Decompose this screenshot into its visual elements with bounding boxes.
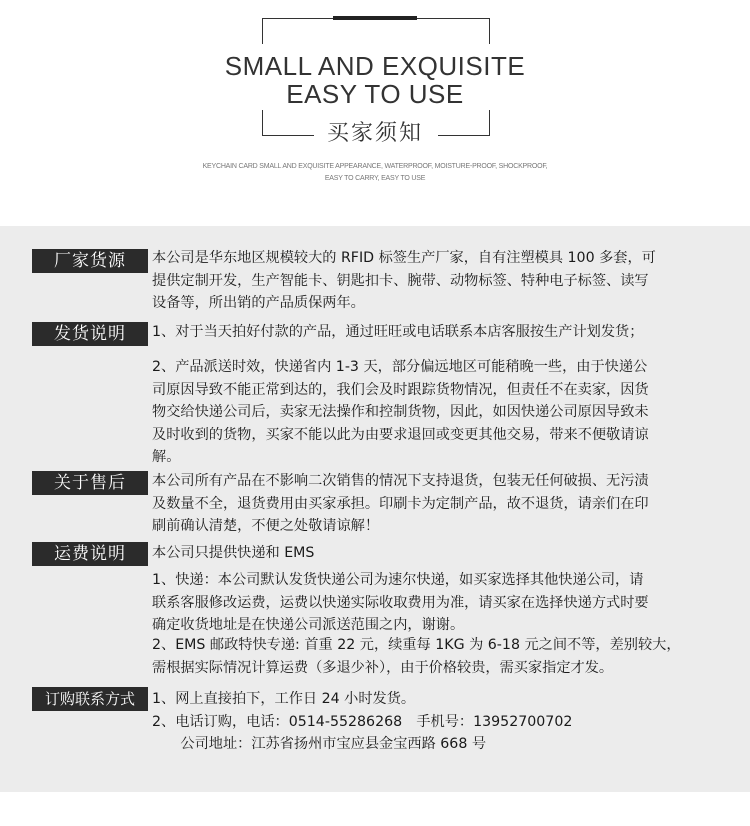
text-line: 1、对于当天拍好付款的产品，通过旺旺或电话联系本店客服按生产计划发货； (152, 324, 644, 340)
text-line: 物交给快递公司后，卖家无法操作和控制货物，因此，如因快递公司原因导致未 (152, 404, 649, 420)
title-english-line1: SMALL AND EXQUISITE (224, 51, 526, 81)
text-line: 1、网上直接拍下，工作日 24 小时发货。 (152, 691, 416, 707)
after-sales-text (152, 470, 718, 538)
frame-top-bar (333, 16, 417, 20)
shipping-fee-ems (152, 634, 718, 679)
text-line: 2、产品派送时效，快递省内 1-3 天，部分偏远地区可能稍晚一些，由于快递公 (152, 359, 648, 375)
text-line: 及时收到的货物，买家不能以此为由要求退回或变更其他交易，带来不便敬请谅 (152, 426, 649, 443)
text-line: 提供定制开发，生产智能卡、钥匙扣卡、腕带、动物标签、特种电子标签、读写 (152, 272, 649, 289)
label-manufacturer-source: 厂家货源 (32, 249, 148, 273)
label-order-contact: 订购联系方式 (32, 687, 148, 711)
title-chinese: 买家须知 (326, 121, 423, 146)
text-line: 联系客服修改运费，运费以快递实际收取费用为准，请买家在选择快递方式时要 (152, 594, 649, 611)
title-english-line2: EASY TO USE (286, 79, 464, 109)
text-line: 解。 (152, 449, 181, 465)
label-after-sales: 关于售后 (32, 471, 148, 495)
text-line: 1、快递：本公司默认发货快递公司为速尔快递，如买家选择其他快递公司，请 (152, 572, 644, 588)
text-line: 设备等，所出销的产品质保两年。 (152, 295, 365, 311)
text-line: 司原因导致不能正常到达的，我们会及时跟踪货物情况，但责任不在卖家，因货 (152, 381, 649, 398)
label-shipping-fee: 运费说明 (32, 542, 148, 566)
text-line: 及数量不全，退货费用由买家承担。印刷卡为定制产品，故不退货，请亲们在印 (152, 495, 649, 512)
text-line: 2、电话订购，电话：0514-55286268 手机号：13952700702 (152, 713, 573, 730)
notice-content (0, 226, 750, 792)
text-line: 本公司是华东地区规模较大的 RFID 标签生产厂家，自有注塑模具 100 多套，可 (152, 250, 656, 266)
shipping-fee-express (152, 569, 718, 637)
text-line: 本公司所有产品在不影响二次销售的情况下支持退货，包装无任何破损、无污渍 (152, 473, 649, 489)
frame-right-line (489, 18, 490, 44)
shipping-fee-intro (152, 542, 718, 565)
text-line: 公司地址：江苏省扬州市宝应县金宝西路 668 号 (152, 736, 487, 752)
shipping-notes-text (152, 321, 718, 344)
subtitle-line2: EASY TO CARRY, EASY TO USE (324, 175, 426, 182)
manufacturer-source-text (152, 247, 718, 315)
label-shipping-notes: 发货说明 (32, 322, 148, 346)
subtitle-line1: KEYCHAIN CARD SMALL AND EXQUISITE APPEARANCE, WATERPROOF, MOISTURE-PROOF, SHOCKPROOF, (202, 163, 548, 170)
text-line: 刷前确认清楚，不便之处敬请谅解！ (152, 518, 380, 534)
shipping-time-text (152, 356, 718, 469)
header (0, 0, 750, 226)
text-line: 确定收货地址是在快递公司派送范围之内，谢谢。 (152, 617, 465, 633)
text-line: 需根据实际情况计算运费（多退少补），由于价格较贵，需买家指定才发。 (152, 659, 614, 676)
frame-left-line (262, 18, 263, 44)
text-line: 本公司只提供快递和 EMS (152, 545, 315, 561)
order-contact-text (152, 688, 718, 756)
text-line: 2、EMS 邮政特快专递: 首重 22 元，续重每 1KG 为 6-18 元之间不等，差别较大， (152, 637, 681, 653)
bottom-whitespace (0, 792, 750, 826)
